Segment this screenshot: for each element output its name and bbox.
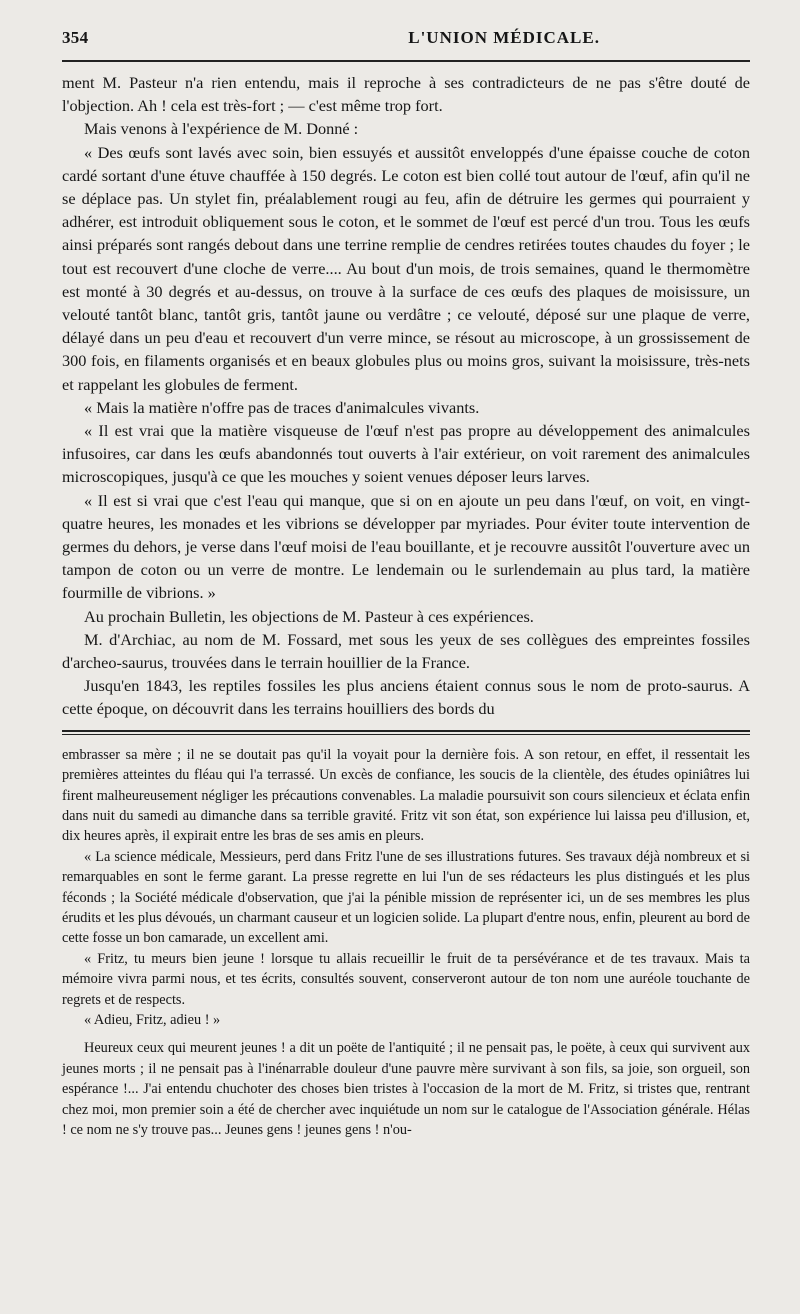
paragraph: « Des œufs sont lavés avec soin, bien essuyés et aussitôt enveloppés d'une épaisse couche de coton cardé sortant d'une étuve chauffée à 150 degrés. Le coton est bien collé tout autour de l'œuf, afin qu'il ne se déplace pas. Un stylet fin, préalablement rougi au feu, afin de détruire les germes qui pourraient y adhérer, est introduit obliquement sous le coton, et le sommet de l'œuf est percé d'un trou. Tous les œufs ainsi préparés sont rangés debout dans une terrine remplie de cendres retirées toutes chaudes du foyer ; le tout est recouvert d'une cloche de verre.... Au bout d'un mois, de trois semaines, quand le thermomètre est monté à 30 degrés et au-dessus, on trouve à la surface de ces œufs des plaques de moisissure, un velouté tantôt blanc, tantôt gris, tantôt jaune ou verdâtre ; ce velouté, déposé sur une plaque de verre, délayé dans un peu d'eau et recouvert d'un verre mince, se résout au microscope, à un grossissement de 300 fois, en filaments organisés et en beaux globules plus ou moins gros, suivant la moisissure, très-nets et rappelant les globules de ferment. <box>62 142 750 394</box>
paragraph: Au prochain Bulletin, les objections de M. Pasteur à ces expériences. <box>84 606 534 626</box>
paragraph: « Mais la matière n'offre pas de traces d'animalcules vivants. <box>84 397 480 417</box>
paragraph: ment M. Pasteur n'a rien entendu, mais il reproche à ses contradicteurs de ne pas s'être douté de l'objection. Ah ! cela est très-fort ; — c'est même trop fort. <box>62 73 750 116</box>
paragraph: M. d'Archiac, au nom de M. Fossard, met sous les yeux de ses collègues des empreintes fossiles d'archeo-saurus, trouvées dans le terrain houillier de la France. <box>62 629 750 673</box>
footnote-paragraph: « Adieu, Fritz, adieu ! » <box>84 1011 221 1028</box>
footnote-paragraph: « La science médicale, Messieurs, perd dans Fritz l'une de ses illustrations futures. Ses travaux déjà nombreux et si remarquables en sont le ferme garant. La presse regrette en lui l'un de ses rédacteurs les plus distingués et les plus féconds ; la Société médicale d'observation, que j'ai la pénible mission de représenter ici, un de ses membres les plus érudits et les plus dévoués, un charmant causeur et un logicien solide. La plupart d'entre nous, enfin, pleurent au bord de cette fosse un bon camarade, un excellent ami. <box>62 848 750 947</box>
header-rule <box>62 60 750 62</box>
journal-title: L'UNION MÉDICALE. <box>408 28 600 47</box>
footnote-paragraph: embrasser sa mère ; il ne se doutait pas qu'il la voyait pour la dernière fois. A son retour, en effet, il ressentait les premières atteintes du fléau qui l'a terrassé. Un excès de confiance, les soucis de la clientèle, des études opiniâtres lui firent malheureusement négliger les précautions convenables. La maladie poursuivit son cours silencieux et éclata enfin dans nuit du samedi au dimanche dans sa terrible gravité. Fritz vit son état, son expérience lui laissa peu d'illusion, et, dix heures après, il expirait entre les bras de ses amis en pleurs. <box>62 746 750 845</box>
paragraph: Mais venons à l'expérience de M. Donné : <box>84 119 359 139</box>
paragraph: « Il est si vrai que c'est l'eau qui manque, que si on en ajoute un peu dans l'œuf, on voit, en vingt-quatre heures, les monades et les vibrions se développer par myriades. Pour éviter toute intervention de germes du dehors, je verse dans l'œuf moisi de l'eau bouillante, et je recouvre aussitôt l'ouverture avec un tampon de coton ou un verre de montre. Le lendemain ou le surlendemain au plus tard, la matière fourmille de vibrions. » <box>62 490 750 603</box>
footnote-paragraph: Heureux ceux qui meurent jeunes ! a dit un poëte de l'antiquité ; il ne pensait pas, le poëte, à ceux qui survivent aux jeunes morts ; il ne pensait pas à l'inénarrable douleur d'une pauvre mère survivant à son fils, sa joie, son orgueil, son espérance !... J'ai entendu chuchoter des choses bien tristes à l'occasion de la mort de M. Fritz, si tristes que, rentrant chez moi, mon premier soin a été de chercher avec inquiétude un nom sur le catalogue de l'Association générale. Hélas ! ce nom ne s'y trouve pas... Jeunes gens ! jeunes gens ! n'ou- <box>62 1040 750 1138</box>
footnote-paragraph: « Fritz, tu meurs bien jeune ! lorsque tu allais recueillir le fruit de ta persévérance et de tes travaux. Mais ta mémoire vivra parmi nous, et tes écrits, consultés souvent, conserveront autour de ton nom une auréole touchante de regrets et de respects. <box>62 950 750 1008</box>
main-text <box>62 71 750 721</box>
footnote-text <box>62 745 750 1141</box>
paragraph: « Il est vrai que la matière visqueuse de l'œuf n'est pas propre au développement des animalcules infusoires, car dans les œufs abandonnés tout ouverts à l'air extérieur, on voit rarement des animalcules microscopiques, jusqu'à ce que les mouches y soient venues déposer leurs larves. <box>62 421 750 487</box>
running-head <box>62 28 750 48</box>
section-divider <box>62 730 750 735</box>
paragraph: Jusqu'en 1843, les reptiles fossiles les plus anciens étaient connus sous le nom de proto-saurus. A cette époque, on découvrit dans les terrains houilliers des bords du <box>62 676 750 719</box>
page-number: 354 <box>62 28 89 47</box>
